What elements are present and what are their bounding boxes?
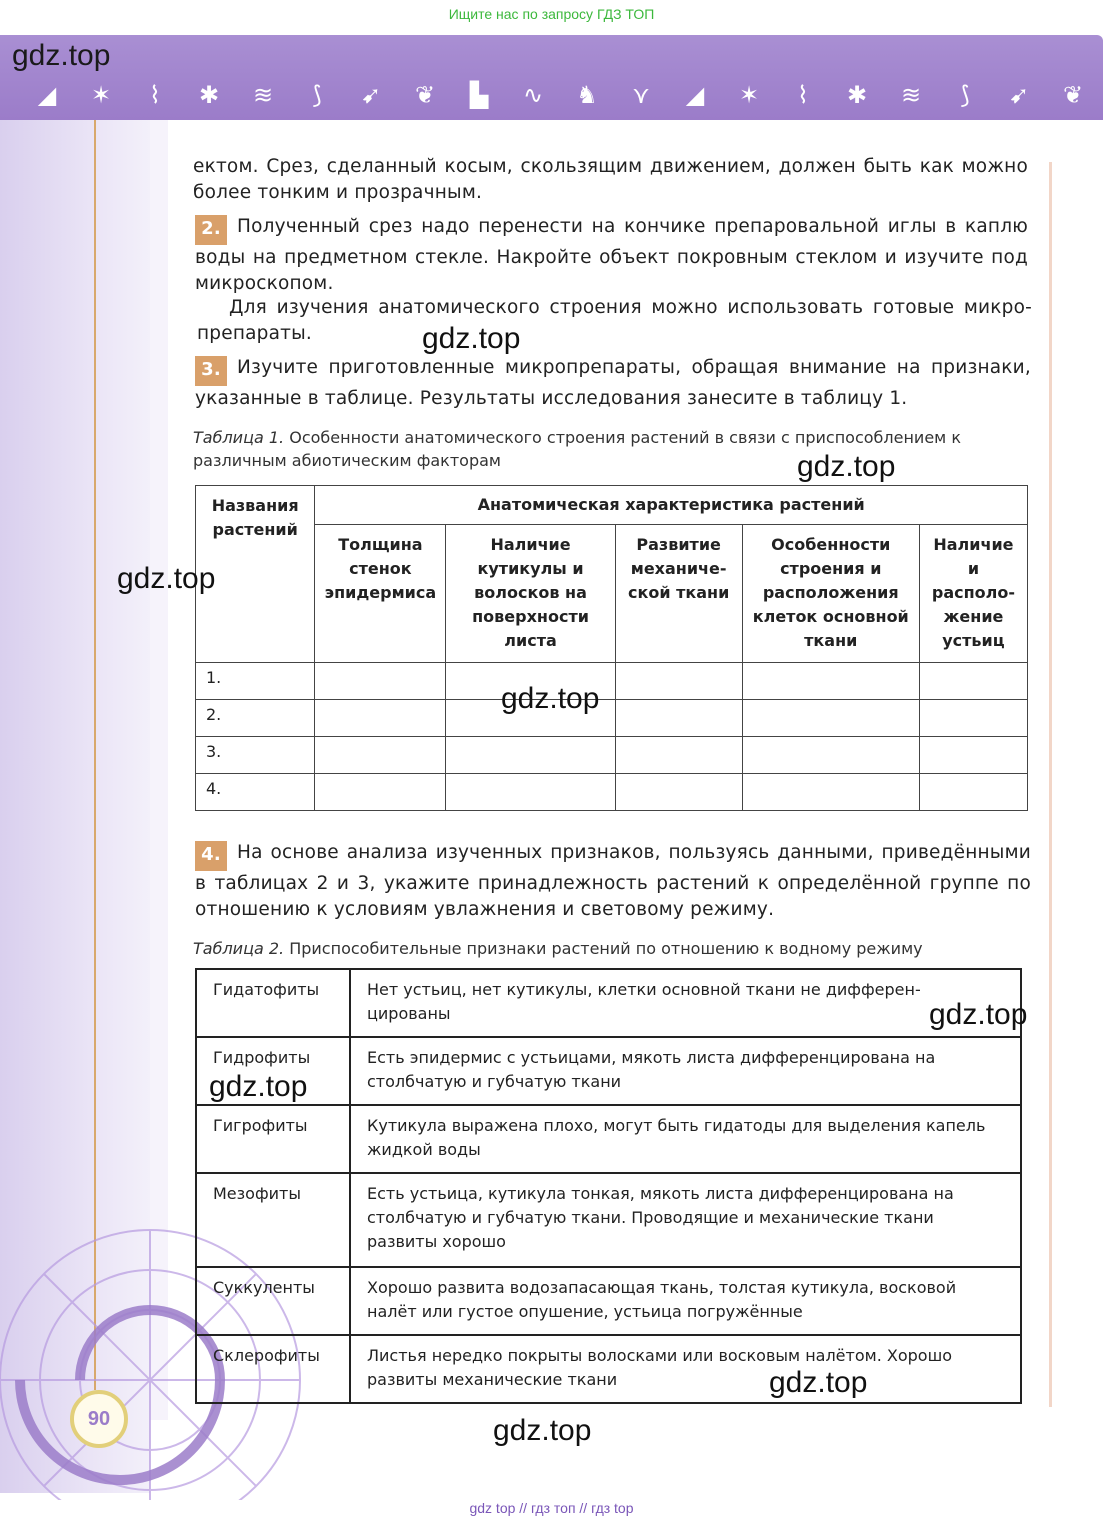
meerkat-icon: ⌇ [797, 81, 809, 109]
plant-group-desc: Листья нередко покрыты волосками или восковым налётом. Хорошо развиты механические ткани [350, 1335, 1021, 1403]
step-3-text: Изучите приготовленные микропрепараты, обращая внимание на признаки, указанные в таблице. Результаты исследования занесите в таблицу 1. [195, 357, 1031, 409]
watermark: gdz.top [12, 39, 111, 72]
table-cell[interactable] [919, 737, 1027, 774]
bird-icon: ➹ [1008, 81, 1030, 109]
table-cell[interactable] [615, 737, 742, 774]
swallow-icon: ⋎ [632, 81, 650, 109]
table-cell[interactable] [315, 774, 446, 811]
table1-caption-label: Таблица 1. [193, 428, 285, 447]
watermark: gdz.top [501, 682, 600, 715]
whale-icon: ◢ [37, 81, 57, 109]
watermark: gdz.top [117, 562, 216, 595]
plant-group-name: Гидатофиты [196, 969, 350, 1037]
plant-group-name: Склерофиты [196, 1335, 350, 1403]
step-number-badge: 2. [195, 215, 227, 245]
meerkat-icon: ⌇ [149, 81, 161, 109]
step-number-badge: 4. [195, 841, 227, 871]
table-row [196, 737, 1028, 774]
table-cell[interactable] [742, 663, 919, 700]
step-number-badge: 3. [195, 356, 227, 386]
page-number: 90 [70, 1390, 128, 1448]
table-cell[interactable] [315, 700, 446, 737]
table-cell[interactable] [615, 774, 742, 811]
table-cell[interactable] [919, 663, 1027, 700]
paragraph-continuation: ектом. Срез, сделанный косым, скользящим движением, должен быть как можно более тонким и прозрачным. [193, 156, 1028, 203]
insect-icon: ✱ [846, 81, 868, 109]
scorpion-icon: ∿ [522, 81, 544, 109]
column-header: Толщина стенок эпидермиса [315, 525, 446, 663]
table-cell[interactable] [742, 700, 919, 737]
top-search-link[interactable]: Ищите нас по запросу ГДЗ ТОП [448, 6, 655, 22]
watermark: gdz.top [769, 1366, 868, 1399]
crocodile-icon: ≋ [900, 81, 922, 109]
step-2 [195, 214, 1028, 297]
butterfly-icon: ❦ [414, 81, 436, 109]
animal-strip [30, 80, 1090, 110]
table-cell[interactable] [742, 737, 919, 774]
row-number: 3. [196, 737, 315, 774]
lizard-icon: ✶ [90, 81, 112, 109]
table-row [196, 969, 1021, 1037]
lizard-icon: ✶ [738, 81, 760, 109]
plant-group-name: Гигрофиты [196, 1105, 350, 1173]
table-2 [195, 968, 1022, 1404]
table-row [196, 1037, 1021, 1105]
footer-links[interactable]: gdz top // гдз топ // гдз top [469, 1500, 634, 1516]
plant-group-name: Суккуленты [196, 1267, 350, 1335]
table-1 [195, 485, 1028, 811]
step-3 [195, 355, 1031, 412]
kangaroo-icon: ⟆ [312, 81, 322, 109]
header-banner [0, 35, 1103, 120]
column-header: Наличие и располо-жение устьиц [919, 525, 1027, 663]
column-header: Особенности строения и расположения клеток основной ткани [742, 525, 919, 663]
bison-icon: ▙ [469, 81, 489, 109]
paragraph-micro: Для изучения анатомического строения можно использовать готовые микро-препараты. [197, 297, 1032, 344]
table-row [196, 774, 1028, 811]
whale-icon: ◢ [685, 81, 705, 109]
insect-icon: ✱ [198, 81, 220, 109]
plant-group-desc: Есть эпидермис с устьицами, мякоть листа дифференцирована на столбчатую и губчатую ткани [350, 1037, 1021, 1105]
bird-icon: ➹ [360, 81, 382, 109]
column-header: Наличие кутикулы и волосков на поверхности листа [446, 525, 615, 663]
table-cell[interactable] [446, 737, 615, 774]
table-cell[interactable] [315, 663, 446, 700]
table-row [196, 1105, 1021, 1173]
group-header: Анатомическая характеристика растений [315, 486, 1028, 525]
table2-caption-label: Таблица 2. [193, 939, 285, 958]
step-4 [195, 840, 1031, 923]
plant-group-desc: Есть устьица, кутикула тонкая, мякоть листа дифференцирована на столбчатую и губчатую ткани. Проводящие и механические ткани развиты хорошо [350, 1173, 1021, 1267]
table-cell[interactable] [742, 774, 919, 811]
kangaroo-icon: ⟆ [960, 81, 970, 109]
right-margin-line [1049, 162, 1052, 1407]
step-4-text: На основе анализа изученных признаков, пользуясь данными, приведёнными в таблицах 2 и 3, укажите принадлежность растений к определённой группе по отношению к условиям увлажнения и световому режиму. [195, 842, 1031, 920]
step-2-text: Полученный срез надо перенести на кончике препаровальной иглы в каплю воды на предметном стекле. Накройте объект покровным стеклом и изучите под микроскопом. [195, 216, 1028, 294]
table-cell[interactable] [919, 774, 1027, 811]
plant-group-name: Мезофиты [196, 1173, 350, 1267]
table2-caption-text: Приспособительные признаки растений по отношению к водному режиму [289, 939, 923, 958]
watermark: gdz.top [422, 322, 521, 355]
table-cell[interactable] [615, 663, 742, 700]
crocodile-icon: ≋ [252, 81, 274, 109]
table-row [196, 1173, 1021, 1267]
watermark: gdz.top [209, 1070, 308, 1103]
butterfly-icon: ❦ [1062, 81, 1084, 109]
table1-caption-text: Особенности анатомического строения растений в связи с приспособлением к различным абиотическим факторам [193, 428, 961, 470]
plant-group-desc: Хорошо развита водозапасающая ткань, толстая кутикула, восковой налёт или густое опушение, устьица погружённые [350, 1267, 1021, 1335]
watermark: gdz.top [929, 998, 1028, 1031]
table-cell[interactable] [615, 700, 742, 737]
table2-caption [193, 937, 1023, 960]
horse-icon: ♞ [576, 81, 598, 109]
table-row [196, 663, 1028, 700]
row-number: 2. [196, 700, 315, 737]
col-plant-names: Названия растений [196, 486, 315, 663]
plant-group-desc: Кутикула выражена плохо, могут быть гидатоды для выделения капель жидкой воды [350, 1105, 1021, 1173]
table-row [196, 700, 1028, 737]
table-cell[interactable] [315, 737, 446, 774]
column-header: Развитие механиче-ской ткани [615, 525, 742, 663]
watermark: gdz.top [493, 1414, 592, 1447]
plant-group-desc: Нет устьиц, нет кутикулы, клетки основной ткани не дифферен-цированы [350, 969, 1021, 1037]
row-number: 4. [196, 774, 315, 811]
watermark: gdz.top [797, 450, 896, 483]
table-row [196, 1267, 1021, 1335]
table-cell[interactable] [919, 700, 1027, 737]
table-cell[interactable] [446, 774, 615, 811]
plant-group-name: Гидрофиты [196, 1037, 350, 1105]
table-row [196, 1335, 1021, 1403]
row-number: 1. [196, 663, 315, 700]
